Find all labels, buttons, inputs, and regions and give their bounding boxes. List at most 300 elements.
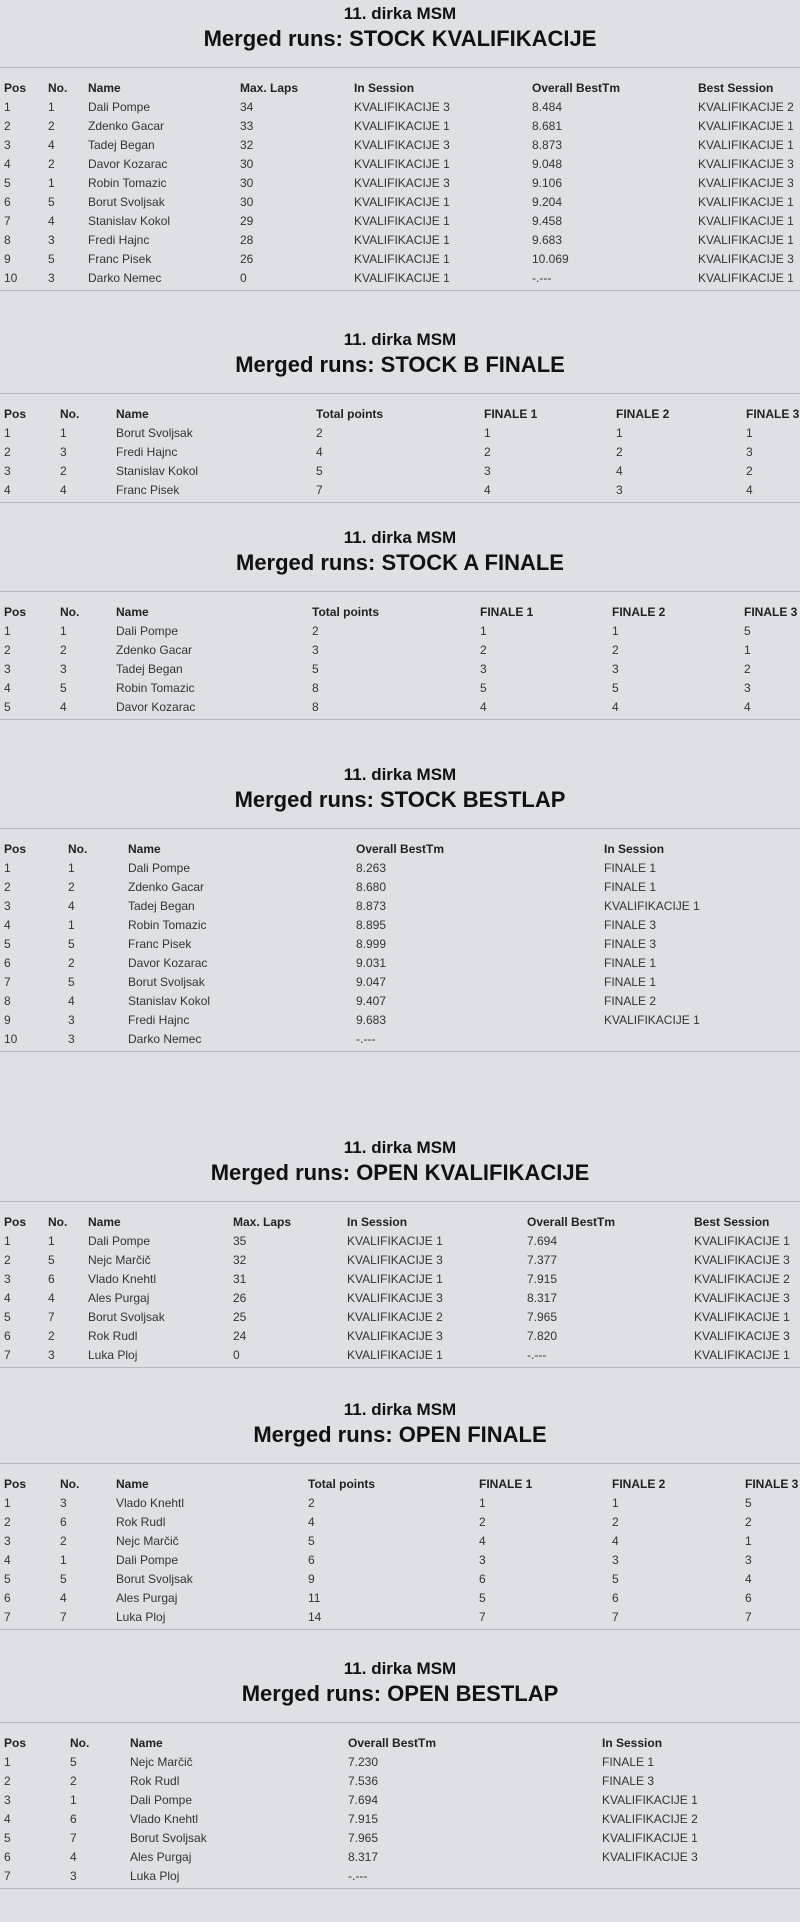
table-cell: Dali Pompe — [88, 1233, 151, 1248]
table-cell: 3 — [60, 1495, 67, 1510]
table-cell: 3 — [480, 661, 487, 676]
table-cell: 30 — [240, 156, 254, 171]
table-row — [0, 915, 800, 934]
column-header: In Session — [354, 80, 415, 95]
table-cell: 4 — [484, 482, 491, 497]
table-cell: KVALIFIKACIJE 1 — [698, 232, 794, 247]
table-cell: 3 — [68, 1031, 75, 1046]
column-header: Pos — [4, 80, 27, 95]
table-cell: 5 — [68, 974, 75, 989]
table-row — [0, 1010, 800, 1029]
table-cell: KVALIFIKACIJE 3 — [698, 251, 794, 266]
table-cell: 35 — [233, 1233, 247, 1248]
table-cell: 2 — [480, 642, 487, 657]
table-cell: 3 — [48, 232, 55, 247]
table-row — [0, 1790, 800, 1809]
table-row — [0, 640, 800, 659]
column-header: No. — [60, 406, 80, 421]
results-section — [0, 528, 800, 720]
table-cell: KVALIFIKACIJE 3 — [698, 175, 794, 190]
table-cell: Borut Svoljsak — [116, 1571, 193, 1586]
table-cell: 5 — [480, 680, 487, 695]
table-cell: 1 — [745, 1533, 752, 1548]
divider — [0, 393, 800, 394]
table-cell: 6 — [4, 955, 11, 970]
table-cell: 4 — [60, 699, 67, 714]
event-subtitle: 11. dirka MSM — [343, 765, 457, 784]
table-row — [0, 1752, 800, 1771]
results-table — [0, 76, 800, 287]
results-table — [0, 837, 800, 1048]
column-header: Overall BestTm — [527, 1214, 616, 1229]
table-row — [0, 135, 800, 154]
divider — [0, 1463, 800, 1464]
table-cell: 6 — [479, 1571, 486, 1586]
table-cell: Luka Ploj — [130, 1868, 180, 1883]
results-section — [0, 1138, 800, 1368]
table-cell: 6 — [308, 1552, 315, 1567]
table-cell: 6 — [4, 1590, 11, 1605]
table-cell: 31 — [233, 1271, 247, 1286]
table-cell: 2 — [746, 463, 753, 478]
table-cell: Tadej Began — [128, 898, 195, 913]
table-cell: FINALE 1 — [604, 955, 657, 970]
table-cell: 3 — [745, 1552, 752, 1567]
table-row — [0, 1531, 800, 1550]
table-cell: 3 — [60, 444, 67, 459]
table-cell: 4 — [4, 1811, 11, 1826]
column-header: In Session — [602, 1735, 663, 1750]
column-header: Name — [116, 604, 149, 619]
table-header-row — [0, 1472, 800, 1493]
divider — [0, 1722, 800, 1723]
table-row — [0, 1866, 800, 1885]
table-cell: Robin Tomazic — [88, 175, 167, 190]
table-cell: 4 — [746, 482, 753, 497]
table-cell: 7 — [4, 213, 11, 228]
table-cell: KVALIFIKACIJE 1 — [602, 1792, 698, 1807]
column-header: Best Session — [694, 1214, 770, 1229]
table-row — [0, 249, 800, 268]
column-header: FINALE 3 — [744, 604, 798, 619]
table-cell: 3 — [4, 898, 11, 913]
table-cell: FINALE 1 — [604, 879, 657, 894]
table-cell: 1 — [4, 1754, 11, 1769]
table-row — [0, 154, 800, 173]
table-cell: 2 — [612, 1514, 619, 1529]
table-row — [0, 953, 800, 972]
table-cell: Nejc Marčič — [88, 1252, 151, 1267]
table-cell: 1 — [68, 917, 75, 932]
table-cell: 1 — [60, 425, 67, 440]
table-cell: 2 — [4, 642, 11, 657]
table-cell: 5 — [4, 175, 11, 190]
section-title: Merged runs: STOCK KVALIFIKACIJE — [203, 26, 597, 51]
column-header: FINALE 3 — [746, 406, 800, 421]
table-header-row — [0, 76, 800, 97]
table-row — [0, 1771, 800, 1790]
table-cell: Stanislav Kokol — [88, 213, 171, 228]
column-header: Name — [116, 1476, 149, 1491]
table-cell: KVALIFIKACIJE 1 — [698, 270, 794, 285]
table-row — [0, 116, 800, 135]
column-header: No. — [48, 1214, 68, 1229]
results-section — [0, 765, 800, 1052]
table-cell: 4 — [479, 1533, 486, 1548]
column-header: FINALE 1 — [479, 1476, 533, 1491]
table-cell: KVALIFIKACIJE 1 — [354, 156, 450, 171]
section-title: Merged runs: OPEN FINALE — [253, 1422, 547, 1447]
column-header: Name — [116, 406, 149, 421]
table-cell: 5 — [48, 251, 55, 266]
table-cell: 26 — [233, 1290, 247, 1305]
table-row — [0, 268, 800, 287]
table-cell: KVALIFIKACIJE 1 — [354, 194, 450, 209]
column-header: Pos — [4, 841, 27, 856]
table-cell: 5 — [48, 194, 55, 209]
table-cell: 1 — [60, 623, 67, 638]
table-row — [0, 192, 800, 211]
table-cell: 6 — [70, 1811, 77, 1826]
table-cell: KVALIFIKACIJE 1 — [354, 213, 450, 228]
table-row — [0, 934, 800, 953]
table-cell: 1 — [746, 425, 753, 440]
table-cell: 4 — [60, 1590, 67, 1605]
table-cell: 1 — [744, 642, 751, 657]
column-header: Name — [128, 841, 161, 856]
table-cell: FINALE 3 — [604, 936, 657, 951]
table-cell: Fredi Hajnc — [128, 1012, 190, 1027]
table-row — [0, 1550, 800, 1569]
table-row — [0, 896, 800, 915]
table-cell: 8.873 — [356, 898, 387, 913]
table-cell: 28 — [240, 232, 254, 247]
table-cell: -.--- — [532, 270, 552, 285]
table-cell: KVALIFIKACIJE 1 — [604, 1012, 700, 1027]
table-cell: 6 — [48, 1271, 55, 1286]
table-cell: 1 — [60, 1552, 67, 1567]
table-cell: 2 — [68, 955, 75, 970]
table-cell: 9 — [4, 1012, 11, 1027]
table-cell: 26 — [240, 251, 254, 266]
table-cell: 9.031 — [356, 955, 387, 970]
table-row — [0, 1288, 800, 1307]
table-cell: 3 — [70, 1868, 77, 1883]
table-header-row — [0, 1731, 800, 1752]
table-cell: 3 — [60, 661, 67, 676]
table-cell: Davor Kozarac — [128, 955, 208, 970]
table-cell: 1 — [70, 1792, 77, 1807]
table-cell: FINALE 1 — [602, 1754, 655, 1769]
table-cell: 7 — [60, 1609, 67, 1624]
table-row — [0, 1512, 800, 1531]
results-table — [0, 402, 800, 499]
table-cell: 7 — [479, 1609, 486, 1624]
table-cell: 4 — [68, 898, 75, 913]
table-cell: 3 — [4, 661, 11, 676]
table-cell: Tadej Began — [88, 137, 155, 152]
results-section — [0, 1400, 800, 1630]
table-cell: 10 — [4, 1031, 18, 1046]
table-cell: 8.681 — [532, 118, 563, 133]
table-cell: KVALIFIKACIJE 1 — [602, 1830, 698, 1845]
table-cell: KVALIFIKACIJE 1 — [694, 1309, 790, 1324]
table-cell: 5 — [68, 936, 75, 951]
table-cell: 11 — [308, 1590, 321, 1605]
table-cell — [600, 1029, 800, 1048]
table-cell: 25 — [233, 1309, 247, 1324]
table-cell: 1 — [48, 99, 55, 114]
column-header: Pos — [4, 1735, 27, 1750]
table-cell: 7 — [4, 1347, 11, 1362]
table-row — [0, 1828, 800, 1847]
table-cell: Stanislav Kokol — [128, 993, 211, 1008]
table-cell: 7.820 — [527, 1328, 558, 1343]
table-cell: 1 — [4, 425, 11, 440]
table-row — [0, 1250, 800, 1269]
section-title: Merged runs: OPEN KVALIFIKACIJE — [210, 1160, 590, 1185]
table-cell: KVALIFIKACIJE 1 — [354, 232, 450, 247]
table-cell: 1 — [4, 1495, 11, 1510]
table-cell: 4 — [480, 699, 487, 714]
table-cell: 7.377 — [527, 1252, 558, 1267]
event-subtitle: 11. dirka MSM — [343, 528, 457, 547]
table-cell: 8.317 — [527, 1290, 558, 1305]
table-cell: KVALIFIKACIJE 2 — [694, 1271, 790, 1286]
table-cell: KVALIFIKACIJE 3 — [694, 1252, 790, 1267]
table-cell: Borut Svoljsak — [88, 1309, 165, 1324]
table-cell: Dali Pompe — [116, 623, 179, 638]
table-cell: 4 — [316, 444, 323, 459]
table-cell: 1 — [4, 99, 11, 114]
table-cell: 8 — [4, 232, 11, 247]
table-cell: 3 — [612, 1552, 619, 1567]
table-cell: Nejc Marčič — [130, 1754, 193, 1769]
table-cell: Zdenko Gacar — [128, 879, 205, 894]
table-cell: 2 — [4, 444, 11, 459]
table-row — [0, 659, 800, 678]
table-cell: 2 — [744, 661, 751, 676]
divider — [0, 1888, 800, 1889]
table-cell: 4 — [60, 482, 67, 497]
table-cell: Franc Pisek — [128, 936, 192, 951]
column-header: Pos — [4, 406, 27, 421]
table-cell: 3 — [616, 482, 623, 497]
table-cell: 7.536 — [348, 1773, 379, 1788]
table-cell: KVALIFIKACIJE 3 — [694, 1290, 790, 1305]
table-cell: KVALIFIKACIJE 1 — [354, 118, 450, 133]
table-row — [0, 1307, 800, 1326]
table-row — [0, 480, 800, 499]
table-cell: 2 — [4, 879, 11, 894]
table-cell: 9.458 — [532, 213, 563, 228]
column-header: FINALE 2 — [612, 1476, 666, 1491]
table-cell: Stanislav Kokol — [116, 463, 199, 478]
table-cell: KVALIFIKACIJE 3 — [354, 137, 450, 152]
table-cell: -.--- — [348, 1868, 368, 1883]
table-cell: Vlado Knehtl — [88, 1271, 157, 1286]
table-cell: 2 — [60, 642, 67, 657]
table-cell: KVALIFIKACIJE 1 — [698, 213, 794, 228]
table-cell: FINALE 1 — [604, 860, 657, 875]
column-header: In Session — [347, 1214, 408, 1229]
table-cell: 8.317 — [348, 1849, 379, 1864]
column-header: Overall BestTm — [356, 841, 445, 856]
table-cell: Borut Svoljsak — [130, 1830, 207, 1845]
table-cell: FINALE 3 — [602, 1773, 655, 1788]
table-cell: 1 — [4, 623, 11, 638]
table-cell: 2 — [308, 1495, 315, 1510]
table-cell: 5 — [745, 1495, 752, 1510]
table-row — [0, 1326, 800, 1345]
table-cell: 1 — [4, 1233, 11, 1248]
table-cell: FINALE 3 — [604, 917, 657, 932]
table-row — [0, 97, 800, 116]
table-cell: 3 — [744, 680, 751, 695]
section-title: Merged runs: STOCK A FINALE — [236, 550, 564, 575]
table-cell: 4 — [70, 1849, 77, 1864]
table-cell: Franc Pisek — [116, 482, 180, 497]
table-cell: 3 — [484, 463, 491, 478]
table-cell: Dali Pompe — [130, 1792, 193, 1807]
table-cell: Ales Purgaj — [88, 1290, 150, 1305]
table-cell: Rok Rudl — [88, 1328, 138, 1343]
table-cell: 9.048 — [532, 156, 563, 171]
table-cell: 7.915 — [527, 1271, 558, 1286]
table-cell: 7 — [745, 1609, 752, 1624]
table-row — [0, 1607, 800, 1626]
table-row — [0, 1809, 800, 1828]
table-cell: 9.407 — [356, 993, 387, 1008]
table-cell: 2 — [48, 118, 55, 133]
table-cell: Davor Kozarac — [116, 699, 196, 714]
table-cell: KVALIFIKACIJE 1 — [347, 1347, 443, 1362]
table-cell: 29 — [240, 213, 254, 228]
results-section — [0, 1659, 800, 1889]
table-cell: 4 — [612, 1533, 619, 1548]
table-cell: 1 — [48, 175, 55, 190]
table-cell: Vlado Knehtl — [116, 1495, 185, 1510]
table-cell: 3 — [48, 270, 55, 285]
table-cell: 6 — [4, 1328, 11, 1343]
table-cell: FINALE 2 — [604, 993, 657, 1008]
table-cell: 4 — [48, 213, 55, 228]
section-title: Merged runs: STOCK B FINALE — [235, 352, 565, 377]
column-header: No. — [48, 80, 68, 95]
table-cell: 1 — [48, 1233, 55, 1248]
table-cell: 5 — [612, 1571, 619, 1586]
event-subtitle: 11. dirka MSM — [343, 1138, 457, 1157]
table-cell: -.--- — [356, 1031, 376, 1046]
table-cell: 8.999 — [356, 936, 387, 951]
table-cell: 3 — [4, 1271, 11, 1286]
table-cell: KVALIFIKACIJE 3 — [354, 99, 450, 114]
column-header: No. — [70, 1735, 90, 1750]
table-cell: KVALIFIKACIJE 3 — [698, 156, 794, 171]
table-row — [0, 877, 800, 896]
table-header-row — [0, 837, 800, 858]
table-cell: KVALIFIKACIJE 3 — [347, 1328, 443, 1343]
table-cell: 3 — [746, 444, 753, 459]
column-header: FINALE 1 — [484, 406, 538, 421]
table-cell: 7.915 — [348, 1811, 379, 1826]
column-header: Overall BestTm — [348, 1735, 437, 1750]
table-cell: FINALE 1 — [604, 974, 657, 989]
column-header: Total points — [316, 406, 384, 421]
table-cell: 9.047 — [356, 974, 387, 989]
table-cell: Fredi Hajnc — [88, 232, 150, 247]
table-cell: KVALIFIKACIJE 2 — [347, 1309, 443, 1324]
table-cell: 0 — [240, 270, 247, 285]
column-header: In Session — [604, 841, 665, 856]
column-header: FINALE 2 — [612, 604, 666, 619]
table-cell: 2 — [70, 1773, 77, 1788]
table-row — [0, 1269, 800, 1288]
table-row — [0, 1029, 800, 1048]
table-cell: Tadej Began — [116, 661, 183, 676]
table-cell: 4 — [308, 1514, 315, 1529]
column-header: Overall BestTm — [532, 80, 621, 95]
column-header: Name — [130, 1735, 163, 1750]
table-cell: 7 — [48, 1309, 55, 1324]
table-header-row — [0, 402, 800, 423]
divider — [0, 502, 800, 503]
column-header: No. — [68, 841, 88, 856]
table-cell: 5 — [48, 1252, 55, 1267]
table-cell: Luka Ploj — [116, 1609, 166, 1624]
table-cell: Franc Pisek — [88, 251, 152, 266]
table-cell: 8 — [312, 680, 319, 695]
table-cell: 5 — [744, 623, 751, 638]
table-cell: 7 — [4, 1609, 11, 1624]
table-cell: 3 — [479, 1552, 486, 1567]
table-cell: 4 — [4, 1290, 11, 1305]
results-section — [0, 4, 800, 291]
table-cell: KVALIFIKACIJE 1 — [354, 270, 450, 285]
table-cell: 5 — [312, 661, 319, 676]
table-cell: Rok Rudl — [130, 1773, 180, 1788]
table-cell: 8.484 — [532, 99, 563, 114]
table-cell: 5 — [316, 463, 323, 478]
table-row — [0, 621, 800, 640]
table-cell: 5 — [60, 1571, 67, 1586]
table-cell: 3 — [4, 1533, 11, 1548]
table-cell: KVALIFIKACIJE 1 — [698, 194, 794, 209]
table-cell: 7 — [612, 1609, 619, 1624]
table-cell: KVALIFIKACIJE 3 — [354, 175, 450, 190]
table-cell: Borut Svoljsak — [128, 974, 205, 989]
column-header: Best Session — [698, 80, 774, 95]
divider — [0, 828, 800, 829]
table-cell: 8.263 — [356, 860, 387, 875]
table-cell: 8 — [4, 993, 11, 1008]
table-cell: 7.694 — [527, 1233, 558, 1248]
table-row — [0, 1493, 800, 1512]
table-cell: KVALIFIKACIJE 3 — [347, 1290, 443, 1305]
divider — [0, 1629, 800, 1630]
table-cell: 6 — [4, 194, 11, 209]
table-cell: 3 — [48, 1347, 55, 1362]
table-cell: Robin Tomazic — [128, 917, 207, 932]
column-header: Total points — [308, 1476, 376, 1491]
table-cell: 9.683 — [356, 1012, 387, 1027]
table-cell: 5 — [4, 1830, 11, 1845]
table-cell: 2 — [479, 1514, 486, 1529]
table-cell: 7.965 — [527, 1309, 558, 1324]
table-cell: 2 — [745, 1514, 752, 1529]
table-cell: Darko Nemec — [88, 270, 162, 285]
table-cell: Nejc Marčič — [116, 1533, 179, 1548]
